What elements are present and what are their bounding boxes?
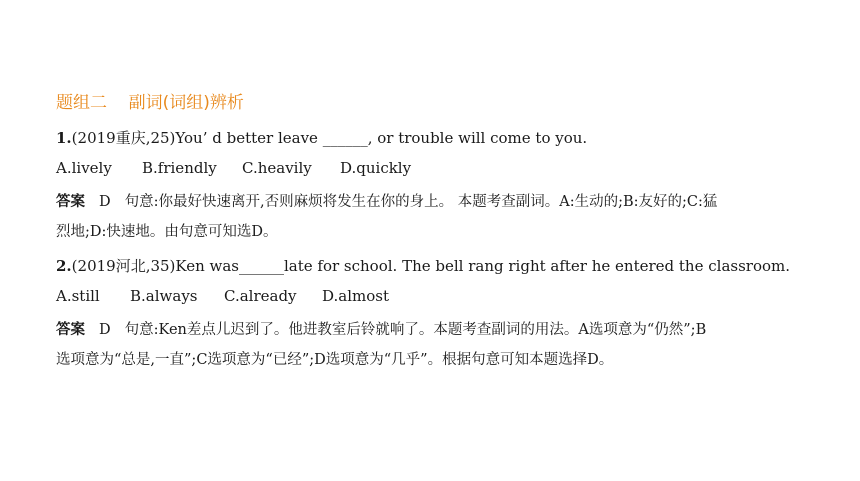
section-title: 题组二 副词(词组)辨析 bbox=[56, 93, 244, 113]
question-1-options bbox=[56, 158, 411, 178]
question-1-option-b: B.friendly bbox=[142, 159, 217, 177]
answer-label: 答案 bbox=[56, 322, 85, 338]
answer-label: 答案 bbox=[56, 194, 85, 210]
question-2-number: 2. bbox=[56, 257, 72, 275]
question-1-text: (2019重庆,25)You’ d better leave ______, or trouble will come to you. bbox=[71, 129, 588, 147]
question-1-option-a: A.lively bbox=[56, 159, 112, 177]
question-1-option-d: D.quickly bbox=[340, 159, 412, 177]
question-2-answer bbox=[56, 320, 706, 340]
question-1-answer bbox=[56, 192, 717, 212]
question-1-answer-continued: 烈地;D:快速地。由句意可知选D。 bbox=[56, 224, 278, 240]
question-2-text: (2019河北,35)Ken was______late for school. The bell rang right after he entered the classroom. bbox=[71, 257, 791, 275]
question-1-number: 1. bbox=[56, 129, 72, 147]
answer-explanation: 句意:Ken差点儿迟到了。他进教室后铃就响了。本题考查副词的用法。A选项意为“仍然”;B bbox=[124, 322, 707, 338]
answer-explanation: 句意:你最好快速离开,否则麻烦将发生在你的身上。 本题考查副词。A:生动的;B:友好的;C:猛 bbox=[124, 194, 718, 210]
question-2-options bbox=[56, 286, 389, 306]
question-2-stem bbox=[56, 256, 790, 276]
question-2-option-d: D.almost bbox=[322, 287, 389, 305]
question-1-stem bbox=[56, 128, 587, 148]
question-2-option-b: B.always bbox=[130, 287, 198, 305]
question-2-option-c: C.already bbox=[224, 287, 297, 305]
question-2-option-a: A.still bbox=[56, 287, 100, 305]
answer-key: D bbox=[99, 322, 111, 338]
question-1-option-c: C.heavily bbox=[242, 159, 312, 177]
answer-key: D bbox=[99, 194, 111, 210]
question-2-answer-continued: 选项意为“总是,一直”;C选项意为“已经”;D选项意为“几乎”。根据句意可知本题选择D。 bbox=[56, 352, 614, 368]
